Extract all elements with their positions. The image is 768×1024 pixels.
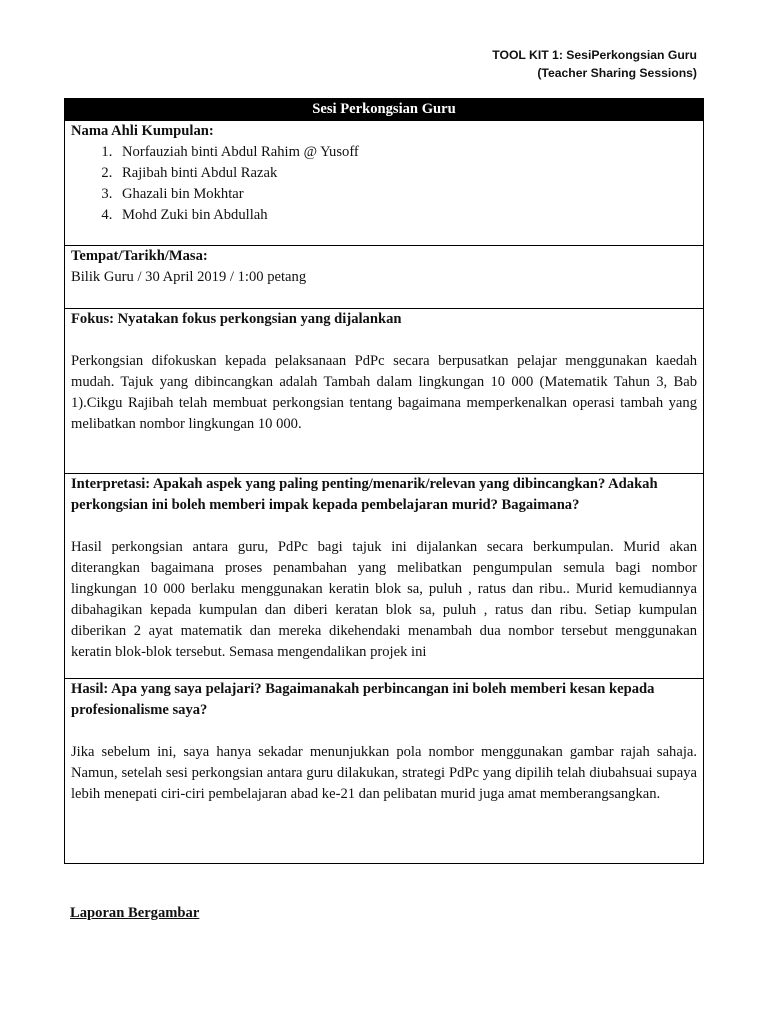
members-label: Nama Ahli Kumpulan: [71,123,214,139]
toolkit-title: TOOL KIT 1: SesiPerkongsian Guru [492,48,697,62]
members-row [65,121,704,246]
focus-row [65,309,704,474]
focus-label: Fokus: Nyatakan fokus perkongsian yang dijalankan [71,311,402,327]
members-list [71,142,697,226]
list-item: 1. Norfauziah binti Abdul Rahim @ Yusoff [116,142,697,163]
toolkit-header [492,46,697,82]
venue-value: Bilik Guru / 30 April 2019 / 1:00 petang [71,269,307,285]
laporan-heading: Laporan Bergambar [70,905,200,921]
result-row [65,679,704,864]
result-text: Jika sebelum ini, saya hanya sekadar menunjukkan pola nombor menggunakan gambar rajah sahaja. Namun, setelah sesi perkongsian antara guru dilakukan, strategi PdPc yang dipilih telah diubahsuai supaya lebih menepati ciri-ciri pembelajaran abad ke-21 dan pelibatan murid juga amat memberangsangkan. [71,744,697,802]
interpretation-text: Hasil perkongsian antara guru, PdPc bagi tajuk ini dijalankan secara berkumpulan. Murid akan diterangkan bagaimana proses penambahan yang melibatkan pengumpulan semula bagi nombor lingkungan 10 000 berlaku menggunakan keratin blok sa, puluh , ratus dan ribu.. Murid kemudiannya dibahagikan kepada kumpulan dan diberi keratan blok sa, puluh , ratus dan ribu. Setiap kumpulan diberikan 2 ayat matematik dan mereka dikehendaki menambah dua nombor tersebut menggunakan keratin blok-blok tersebut. Semasa mengendalikan projek ini [71,539,697,660]
table-title: Sesi Perkongsian Guru [65,99,704,121]
list-item: 3. Ghazali bin Mokhtar [116,184,697,205]
interpretation-label: Interpretasi: Apakah aspek yang paling penting/menarik/relevan yang dibincangkan? Adakah perkongsian ini boleh memberi impak kepada pembelajaran murid? Bagaimana? [71,476,658,513]
focus-text: Perkongsian difokuskan kepada pelaksanaan PdPc secara berpusatkan pelajar menggunakan kaedah mudah. Tajuk yang dibincangkan adalah Tambah dalam lingkungan 10 000 (Matematik Tahun 3, Bab 1).Cikgu Rajibah telah membuat perkongsian tentang bagaimana memperkenalkan operasi tambah yang melibatkan nombor lingkungan 10 000. [71,353,697,432]
list-item: 4. Mohd Zuki bin Abdullah [116,205,697,226]
sharing-session-table [64,98,704,864]
venue-label: Tempat/Tarikh/Masa: [71,248,208,264]
interpretation-row [65,474,704,679]
result-label: Hasil: Apa yang saya pelajari? Bagaimanakah perbincangan ini boleh memberi kesan kepada profesionalisme saya? [71,681,655,718]
list-item: 2. Rajibah binti Abdul Razak [116,163,697,184]
toolkit-subtitle: (Teacher Sharing Sessions) [537,66,697,80]
venue-row [65,246,704,309]
